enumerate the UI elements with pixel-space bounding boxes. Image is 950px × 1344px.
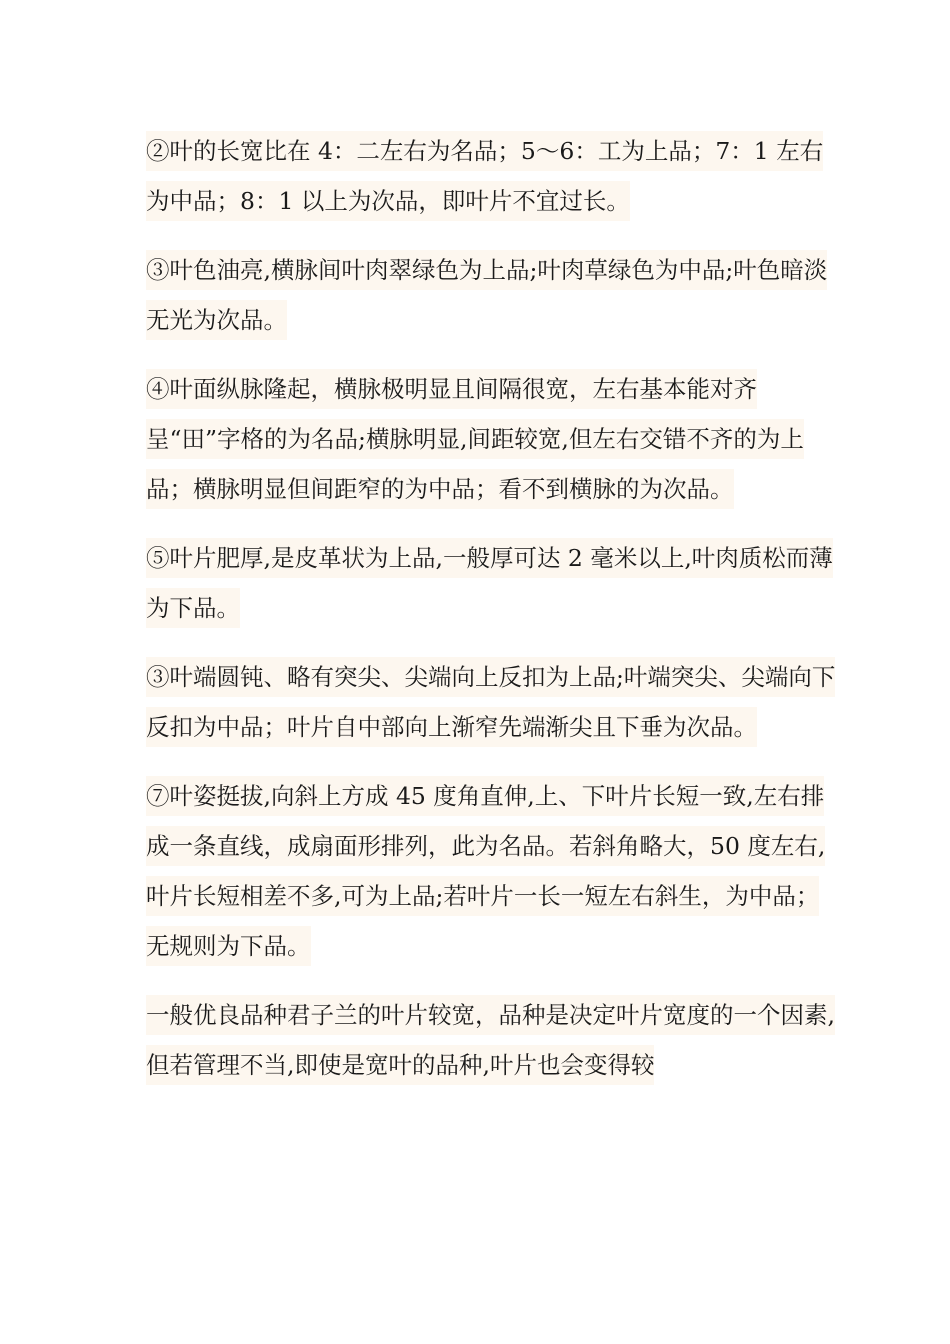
paragraph-leaf-veins <box>146 364 836 514</box>
paragraph-text: ③叶色油亮,横脉间叶肉翠绿色为上品;叶肉草绿色为中品;叶色暗淡无光为次品。 <box>146 250 827 340</box>
paragraph-leaf-width <box>146 990 836 1090</box>
paragraph-leaf-posture <box>146 771 836 971</box>
paragraph-leaf-tip <box>146 652 836 752</box>
paragraph-text: ⑦叶姿挺拔,向斜上方成 45 度角直伸,上、下叶片长短一致,左右排成一条直线，成扇面形排列，此为名品。若斜角略大，50 度左右,叶片长短相差不多,可为上品;若叶片一长一短左右斜生，为中品；无规则为下品。 <box>146 776 825 966</box>
paragraph-leaf-thickness <box>146 533 836 633</box>
document-body <box>146 126 836 1109</box>
paragraph-text: ③叶端圆钝、略有突尖、尖端向上反扣为上品;叶端突尖、尖端向下反扣为中品；叶片自中部向上渐窄先端渐尖且下垂为次品。 <box>146 657 835 747</box>
paragraph-text: ⑤叶片肥厚,是皮革状为上品,一般厚可达 2 毫米以上,叶肉质松而薄为下品。 <box>146 538 833 628</box>
paragraph-text: ②叶的长宽比在 4：二左右为名品；5～6：工为上品；7：1 左右为中品；8：1 以上为次品，即叶片不宜过长。 <box>146 131 823 221</box>
paragraph-leaf-ratio <box>146 126 836 226</box>
paragraph-text: ④叶面纵脉隆起，横脉极明显且间隔很宽，左右基本能对齐呈“田”字格的为名品;横脉明显,间距较宽,但左右交错不齐的为上品；横脉明显但间距窄的为中品；看不到横脉的为次品。 <box>146 369 804 509</box>
paragraph-text: 一般优良品种君子兰的叶片较宽，品种是决定叶片宽度的一个因素,但若管理不当,即使是宽叶的品种,叶片也会变得较 <box>146 995 835 1085</box>
paragraph-leaf-color <box>146 245 836 345</box>
